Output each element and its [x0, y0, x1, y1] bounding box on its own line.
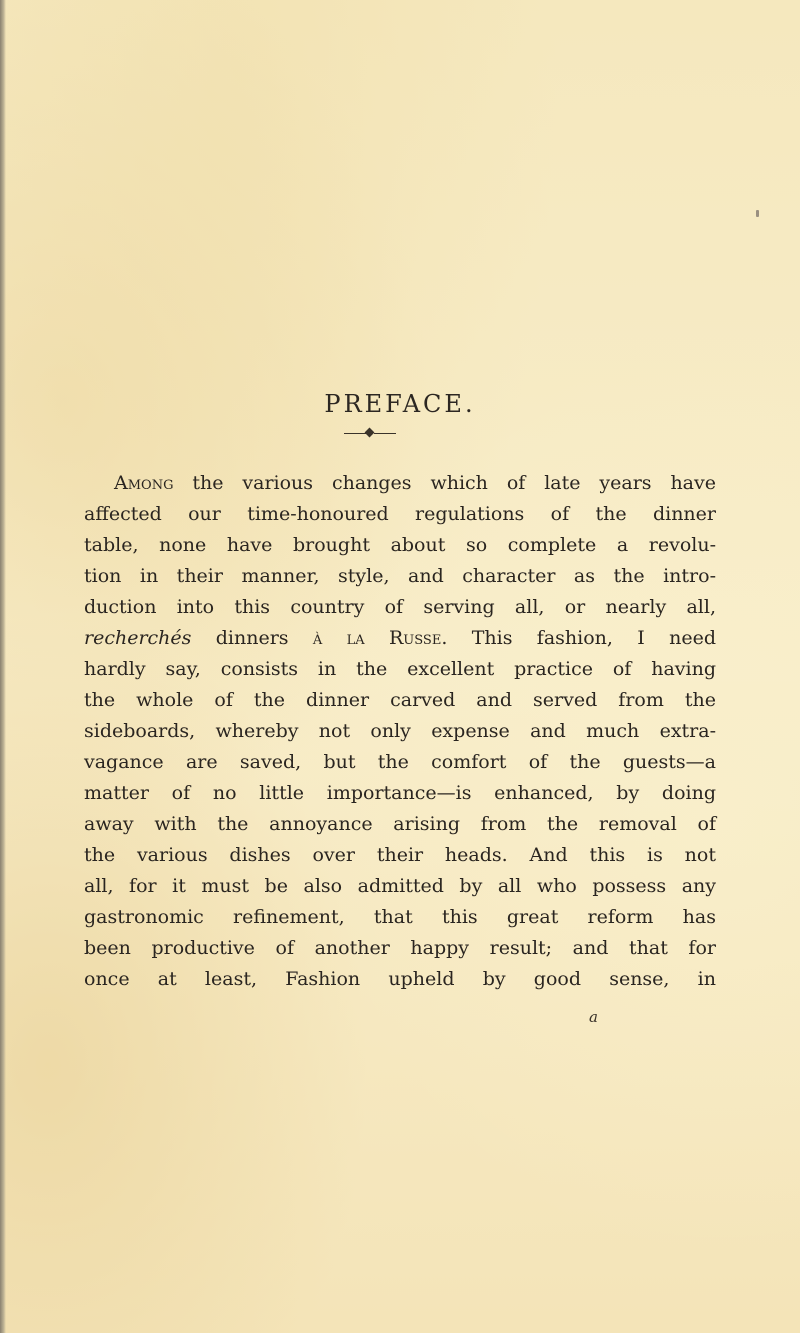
- page-speck: [756, 210, 759, 217]
- text-line: the whole of the dinner carved and served from the: [84, 689, 716, 711]
- line-text-tail: . This fashion, I need: [441, 627, 717, 649]
- signature-mark: a: [589, 1008, 598, 1026]
- text-line: table, none have brought about so complete a revolu-: [84, 534, 716, 556]
- text-line: away with the annoyance arising from the removal of: [84, 813, 716, 835]
- page-binding-edge: [0, 0, 6, 1333]
- page-title: PREFACE.: [324, 390, 476, 418]
- text-line: once at least, Fashion upheld by good sense, in: [84, 968, 716, 990]
- small-caps-phrase: à la Russe: [312, 627, 442, 649]
- line-text: dinners: [191, 627, 313, 649]
- text-line: all, for it must be also admitted by all who possess any: [84, 875, 716, 897]
- text-line: matter of no little importance—is enhanced, by doing: [84, 782, 716, 804]
- text-line: vagance are saved, but the comfort of the guests—a: [84, 751, 716, 773]
- text-line: tion in their manner, style, and character as the intro-: [84, 565, 716, 587]
- text-line: [84, 623, 716, 653]
- lead-word: Among: [114, 472, 174, 494]
- text-line: hardly say, consists in the excellent practice of having: [84, 658, 716, 680]
- ornament-diamond: [365, 428, 375, 438]
- line-text: the various changes which of late years have: [173, 472, 716, 494]
- italic-word: recherchés: [84, 627, 192, 649]
- text-line: affected our time-honoured regulations of the dinner: [84, 503, 716, 525]
- text-line: duction into this country of serving all, or nearly all,: [84, 596, 716, 618]
- text-line: sideboards, whereby not only expense and much extra-: [84, 720, 716, 742]
- ornament-rule-left: [344, 433, 366, 434]
- text-line: gastronomic refinement, that this great reform has: [84, 906, 716, 928]
- title-ornament: [340, 426, 400, 440]
- text-line: the various dishes over their heads. And this is not: [84, 844, 716, 866]
- ornament-rule-right: [374, 433, 396, 434]
- text-line: been productive of another happy result; and that for: [84, 937, 716, 959]
- text-line: [114, 468, 716, 498]
